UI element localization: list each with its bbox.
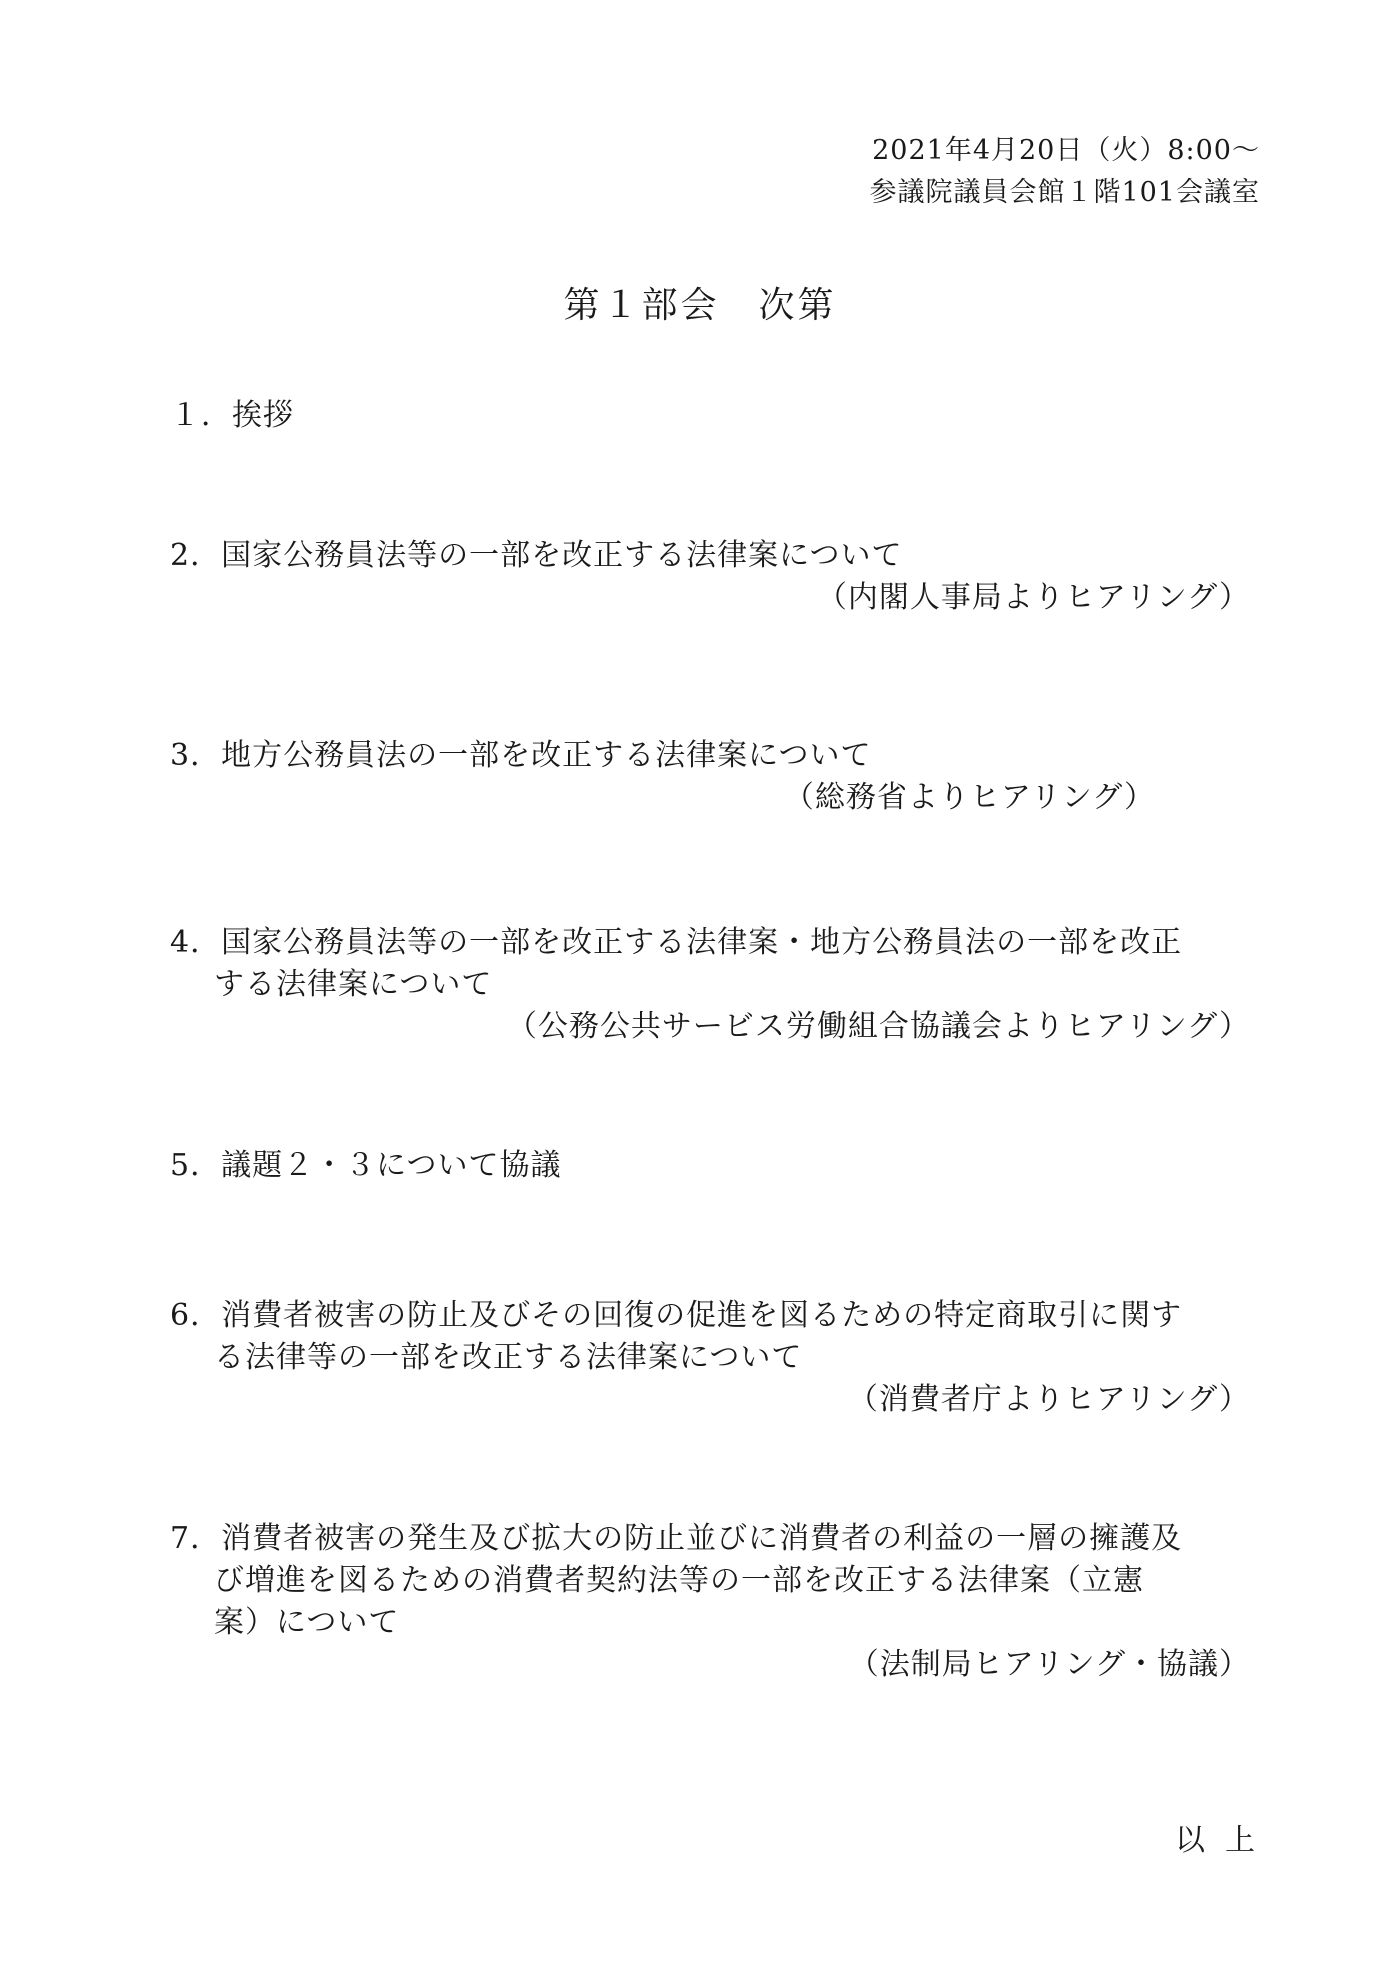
agenda-item-line: する法律案について <box>214 967 493 1002</box>
agenda-item-line: 3．地方公務員法の一部を改正する法律案について <box>170 738 872 773</box>
agenda-item-note: （総務省よりヒアリング） <box>783 780 1155 815</box>
agenda-item-note: （消費者庁よりヒアリング） <box>847 1382 1250 1417</box>
agenda-item-1 <box>170 395 1250 437</box>
closing-remark: 以上 <box>1175 1823 1275 1858</box>
agenda-item-3 <box>170 735 1250 819</box>
agenda-item-line: １．挨拶 <box>170 398 294 433</box>
agenda-item-note: （公務公共サービス労働組合協議会よりヒアリング） <box>506 1009 1250 1044</box>
agenda-item-4 <box>170 922 1250 1048</box>
document-title: 第１部会 次第 <box>563 285 837 326</box>
agenda-item-7 <box>170 1518 1250 1686</box>
meeting-date-time: 2021年4月20日（火）8:00～ <box>872 135 1260 166</box>
agenda-item-note: （内閣人事局よりヒアリング） <box>816 580 1250 615</box>
agenda-item-line: 7．消費者被害の発生及び拡大の防止並びに消費者の利益の一層の擁護及 <box>170 1521 1183 1556</box>
agenda-item-line: 6．消費者被害の防止及びその回復の促進を図るための特定商取引に関す <box>170 1298 1183 1333</box>
agenda-item-line: 5．議題２・３について協議 <box>170 1148 562 1183</box>
header-block <box>869 130 1260 214</box>
agenda-item-6 <box>170 1295 1250 1421</box>
agenda-item-line: る法律等の一部を改正する法律案について <box>214 1340 803 1375</box>
agenda-item-line: び増進を図るための消費者契約法等の一部を改正する法律案（立憲 <box>214 1563 1144 1598</box>
agenda-item-note: （法制局ヒアリング・協議） <box>848 1647 1250 1682</box>
agenda-item-line: 案）について <box>214 1605 400 1640</box>
agenda-item-line: 2．国家公務員法等の一部を改正する法律案について <box>170 538 903 573</box>
agenda-item-line: 4．国家公務員法等の一部を改正する法律案・地方公務員法の一部を改正 <box>170 925 1183 960</box>
agenda-item-5 <box>170 1145 1250 1187</box>
agenda-item-2 <box>170 535 1250 619</box>
meeting-location: 参議院議員会館１階101会議室 <box>869 177 1260 208</box>
